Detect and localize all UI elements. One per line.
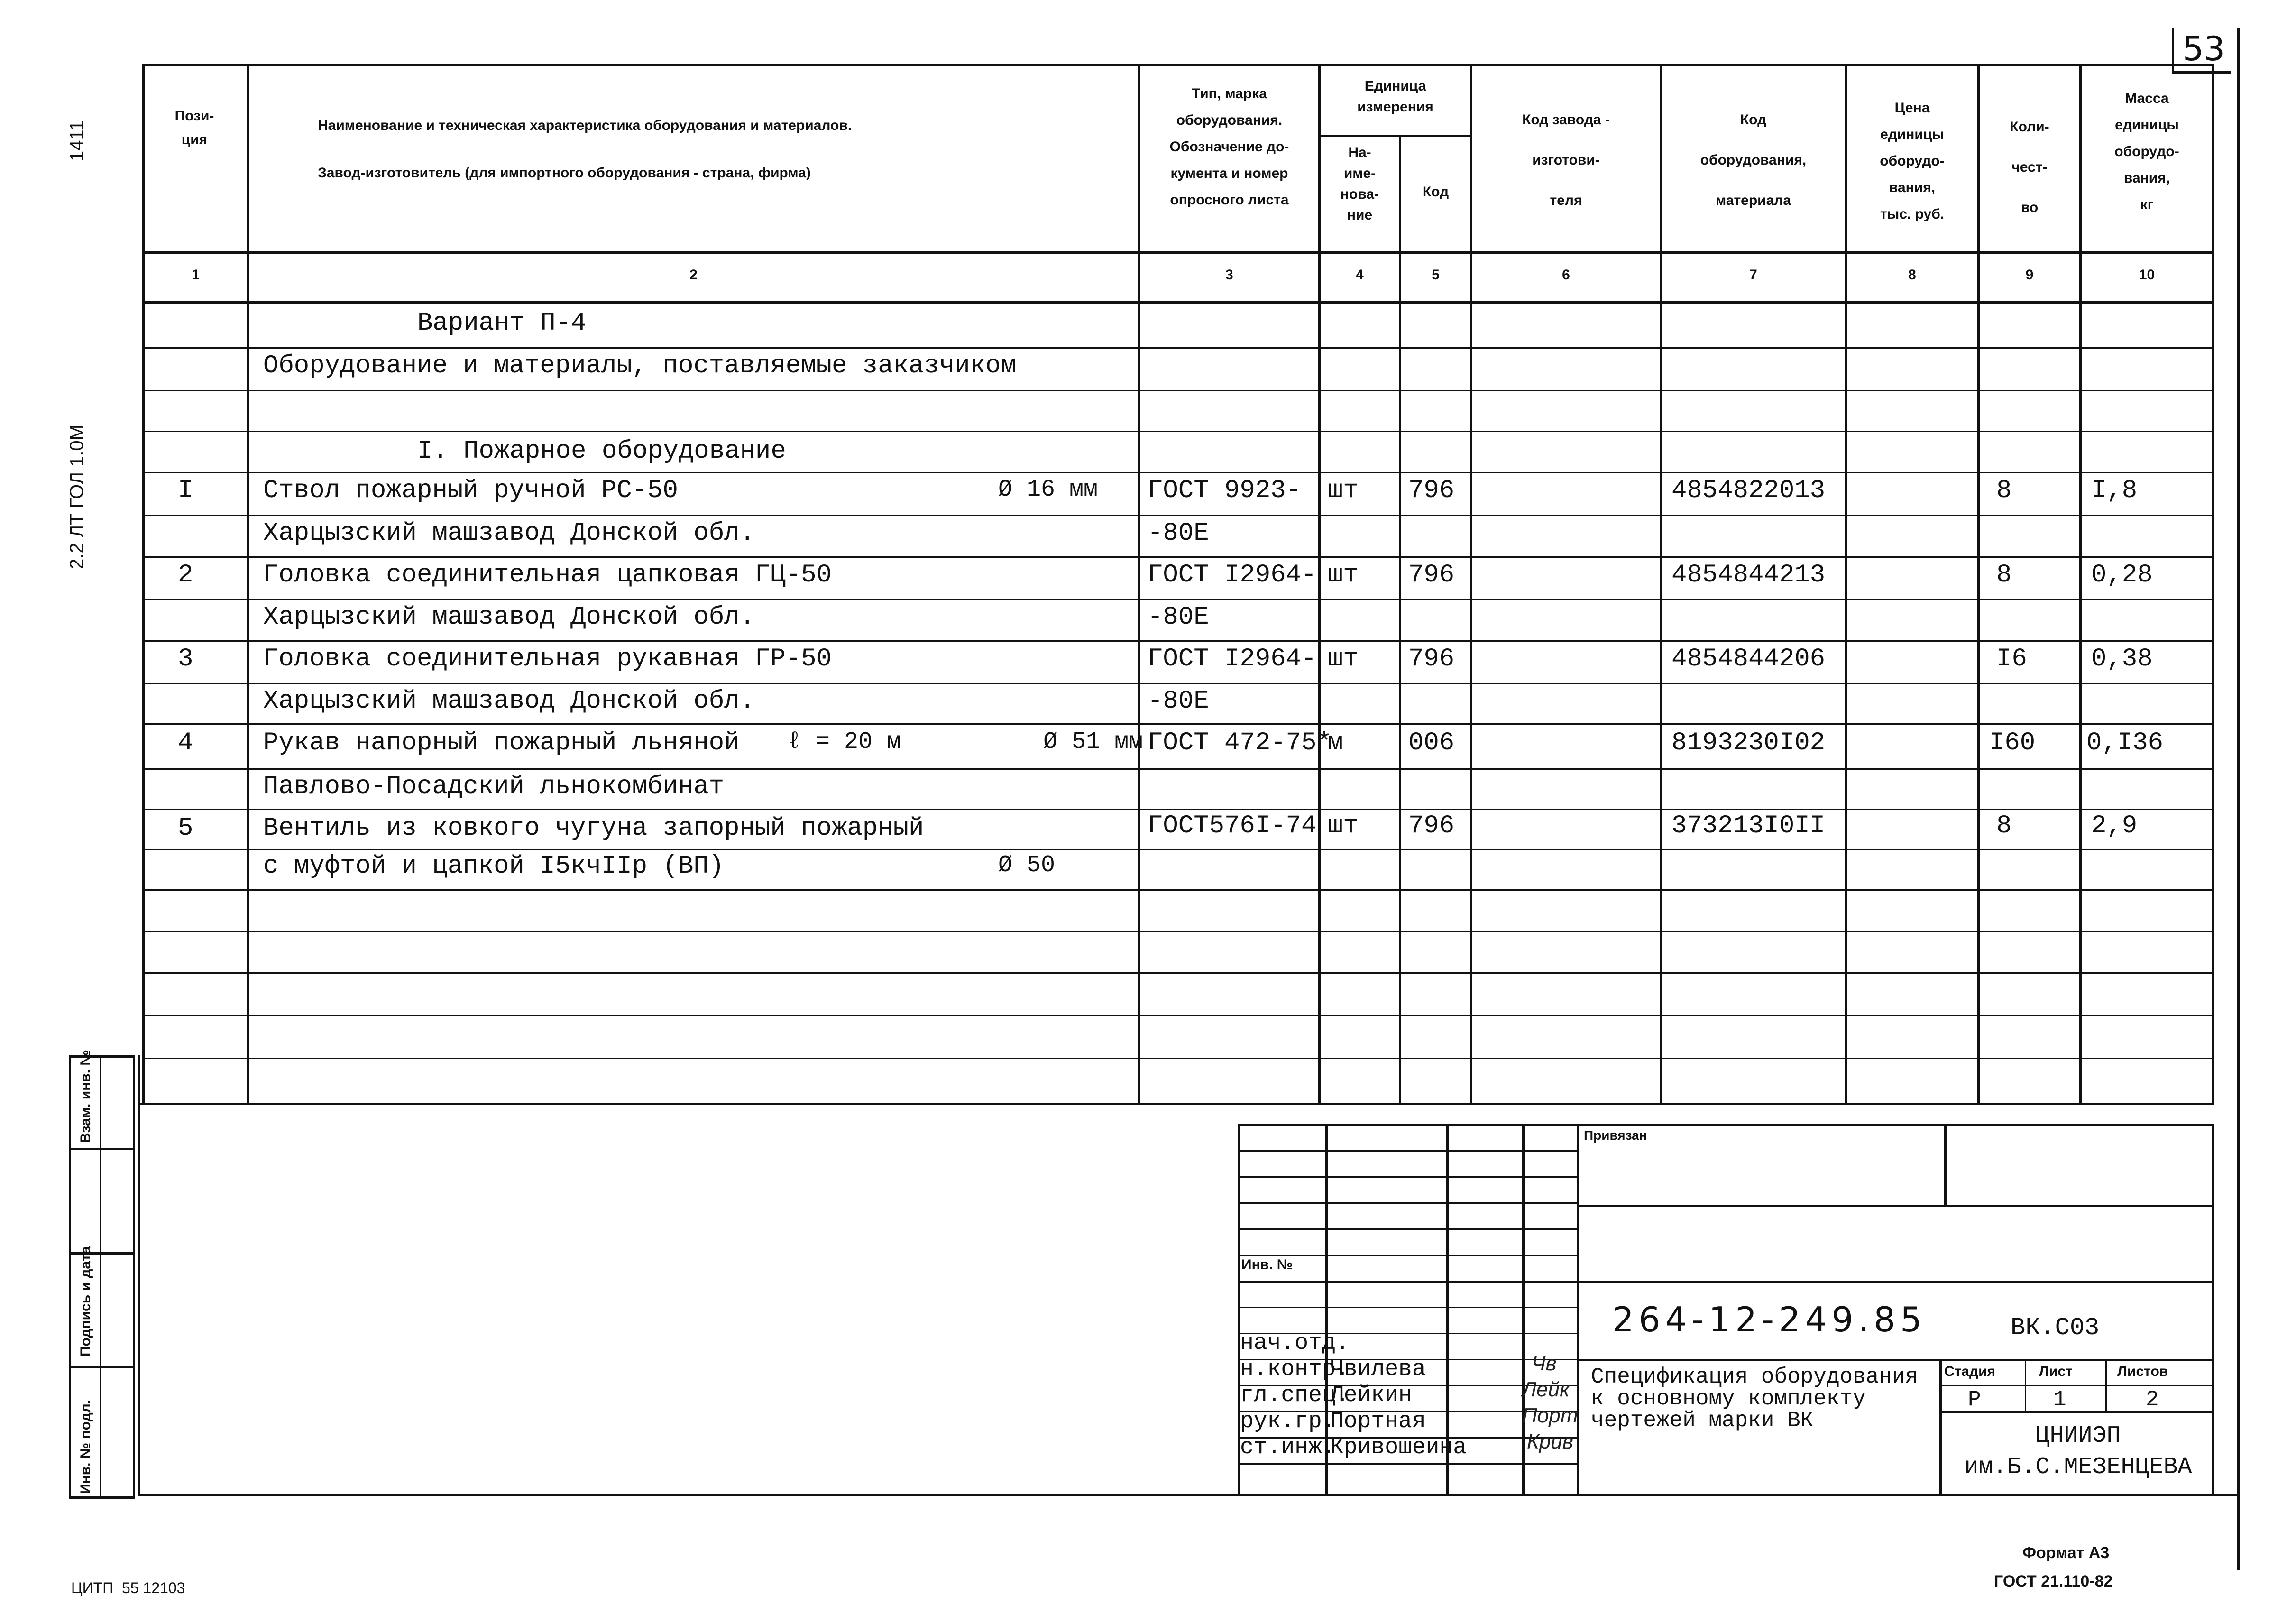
side-stamp-vzam: Взам. инв. № xyxy=(78,1050,93,1143)
row-type: -80Е xyxy=(1148,519,1209,548)
col-number-8: 8 xyxy=(1908,267,1916,283)
col-number-7: 7 xyxy=(1749,267,1757,283)
row-name: Ствол пожарный ручной РС-50 xyxy=(263,476,678,505)
bottom-left-code: ЦИТП 55 12103 xyxy=(71,1579,185,1596)
row-equipment-code: 4854822013 xyxy=(1671,476,1826,505)
table-row xyxy=(417,311,586,336)
row-unit-code: 796 xyxy=(1408,476,1455,505)
col-number-1: 1 xyxy=(192,267,200,283)
col-header-unit-name: На- име- нова- ние xyxy=(1340,145,1379,223)
row-name: Харцызский машзавод Донской обл. xyxy=(263,603,755,632)
col-header-equipment-code: Код оборудования, материала xyxy=(1700,112,1807,208)
inv-no-label: Инв. № xyxy=(1241,1257,1293,1273)
row-equipment-code: 4854844206 xyxy=(1671,645,1826,674)
row-name: Харцызский машзавод Донской обл. xyxy=(263,519,755,548)
col-header-name: Наименование и техническая характеристика оборудования и материалов. Завод-изготовитель (для импортного оборудования - страна, фирма) xyxy=(318,118,852,181)
row-position: I xyxy=(178,476,193,505)
row-equipment-code: 4854844213 xyxy=(1671,561,1826,590)
row-name: I. Пожарное оборудование xyxy=(417,437,786,466)
row-name: Вариант П-4 xyxy=(417,309,587,338)
side-stamp xyxy=(69,1050,135,1499)
row-position: 3 xyxy=(178,645,193,674)
page-number-text: 53 xyxy=(2183,29,2225,68)
handwritten-signature: Порт xyxy=(1522,1404,1578,1427)
handwritten-signature: Крив xyxy=(1527,1430,1573,1453)
row-quantity: I6 xyxy=(1996,645,2027,674)
row-unit-code: 796 xyxy=(1408,812,1455,840)
signature-role: гл.спец. xyxy=(1240,1383,1350,1408)
row-unit: м xyxy=(1328,729,1343,757)
row-equipment-code: 8193230I02 xyxy=(1671,729,1826,757)
col-header-maker-code: Код завода - изготови- теля xyxy=(1522,112,1610,208)
row-type: ГОСТ576I-74 xyxy=(1148,812,1317,840)
col-header-position: Пози- ция xyxy=(174,108,214,148)
sheet-description: Спецификация оборудования к основному комплекту чертежей марки ВК xyxy=(1591,1365,1919,1433)
signature-name: Лейкин xyxy=(1330,1383,1412,1408)
signature-name: Портная xyxy=(1330,1409,1426,1434)
row-type: ГОСТ 9923- xyxy=(1148,476,1302,505)
col-number-4: 4 xyxy=(1356,267,1364,283)
document-number: 264-12-249.85 xyxy=(1612,1300,1927,1339)
margin-note-top: 1411 xyxy=(66,120,87,161)
listov-value: 2 xyxy=(2146,1387,2159,1412)
row-diameter: Ø 50 xyxy=(998,852,1056,879)
gost-label: ГОСТ 21.110-82 xyxy=(1994,1572,2113,1590)
col-number-3: 3 xyxy=(1225,267,1233,283)
row-type: ГОСТ I2964- xyxy=(1148,645,1317,674)
row-mass: 0,I36 xyxy=(2086,729,2164,757)
format-label: Формат А3 xyxy=(2022,1544,2110,1562)
row-equipment-code: 373213I0II xyxy=(1671,812,1826,840)
signature-name: Чвилева xyxy=(1330,1356,1426,1382)
row-unit-code: 006 xyxy=(1408,729,1455,757)
col-header-quantity: Коли- чест- во xyxy=(2010,119,2049,215)
list-value: 1 xyxy=(2053,1387,2066,1412)
col-header-type: Тип, марка оборудования. Обозначение до- кумента и номер опросного листа xyxy=(1169,86,1289,208)
row-name: Вентиль из ковкого чугуна запорный пожарный xyxy=(263,814,924,843)
side-stamp-inv-podl: Инв. № подл. xyxy=(78,1399,93,1494)
row-unit: шт xyxy=(1328,561,1359,590)
col-header-unit-code: Код xyxy=(1422,184,1449,200)
row-type: -80Е xyxy=(1148,603,1209,632)
handwritten-signature: Лейк xyxy=(1522,1378,1570,1401)
col-header-price: Цена единицы оборудо- вания, тыс. руб. xyxy=(1880,100,1945,222)
col-number-10: 10 xyxy=(2139,267,2155,283)
row-unit-code: 796 xyxy=(1408,645,1455,674)
row-name: с муфтой и цапкой I5кчIIр (ВП) xyxy=(263,852,725,881)
row-quantity: 8 xyxy=(1996,476,2012,505)
row-name: Харцызский машзавод Донской обл. xyxy=(263,687,755,716)
row-name: Павлово-Посадский льнокомбинат xyxy=(263,772,725,801)
list-label: Лист xyxy=(2039,1364,2073,1379)
signature-role: ст.инж. xyxy=(1240,1435,1336,1460)
col-header-mass: Масса единицы оборудо- вания, кг xyxy=(2114,91,2179,212)
row-diameter: Ø 16 мм xyxy=(998,476,1098,503)
col-number-9: 9 xyxy=(2025,267,2034,283)
row-mass: I,8 xyxy=(2091,476,2138,505)
listov-label: Листов xyxy=(2117,1364,2168,1379)
handwritten-signature: Чв xyxy=(1532,1352,1557,1375)
row-name: Головка соединительная цапковая ГЦ-50 xyxy=(263,561,832,590)
row-unit: шт xyxy=(1328,812,1359,840)
row-mass: 0,38 xyxy=(2091,645,2153,674)
signature-role: нач.отд. xyxy=(1240,1330,1350,1356)
row-name: Головка соединительная рукавная ГР-50 xyxy=(263,645,832,674)
document-mark: ВК.С03 xyxy=(2011,1314,2100,1342)
row-mass: 2,9 xyxy=(2091,812,2138,840)
row-quantity: 8 xyxy=(1996,812,2012,840)
row-quantity: 8 xyxy=(1996,561,2012,590)
col-number-6: 6 xyxy=(1562,267,1570,283)
col-number-2: 2 xyxy=(689,267,698,283)
title-block xyxy=(1238,1124,2214,1494)
row-unit: шт xyxy=(1328,476,1359,505)
stadia-label: Стадия xyxy=(1944,1364,1996,1379)
col-number-5: 5 xyxy=(1432,267,1440,283)
privyazan-label: Привязан xyxy=(1584,1128,1647,1143)
row-name: Рукав напорный пожарный льняной xyxy=(263,729,740,757)
table-row xyxy=(417,439,786,464)
row-quantity: I60 xyxy=(1989,729,2036,757)
col-header-unit-group: Единица измерения xyxy=(1357,78,1433,115)
row-unit: шт xyxy=(1328,645,1359,674)
row-type: ГОСТ 472-75* xyxy=(1148,729,1332,757)
margin-note-middle: 2.2 ЛТ ГОЛ 1.0М xyxy=(66,424,87,569)
row-mass: 0,28 xyxy=(2091,561,2153,590)
row-type: ГОСТ I2964- xyxy=(1148,561,1317,590)
row-position: 5 xyxy=(178,814,193,843)
signature-role: н.контр. xyxy=(1240,1356,1350,1382)
row-type: -80Е xyxy=(1148,687,1209,716)
signature-role: рук.гр. xyxy=(1240,1409,1336,1434)
row-position: 4 xyxy=(178,729,193,757)
row-unit-code: 796 xyxy=(1408,561,1455,590)
row-name: Оборудование и материалы, поставляемые заказчиком xyxy=(263,351,1016,380)
stadia-value: Р xyxy=(1968,1387,1981,1412)
row-diameter: ℓ = 20 м Ø 51 мм xyxy=(787,729,1143,756)
signature-name: Кривошеина xyxy=(1330,1435,1467,1460)
organization-name: ЦНИИЭП им.Б.С.МЕЗЕНЦЕВА xyxy=(1964,1422,2192,1481)
side-stamp-podpis: Подпись и дата xyxy=(78,1246,93,1356)
table-row xyxy=(263,353,1016,379)
row-position: 2 xyxy=(178,561,193,590)
